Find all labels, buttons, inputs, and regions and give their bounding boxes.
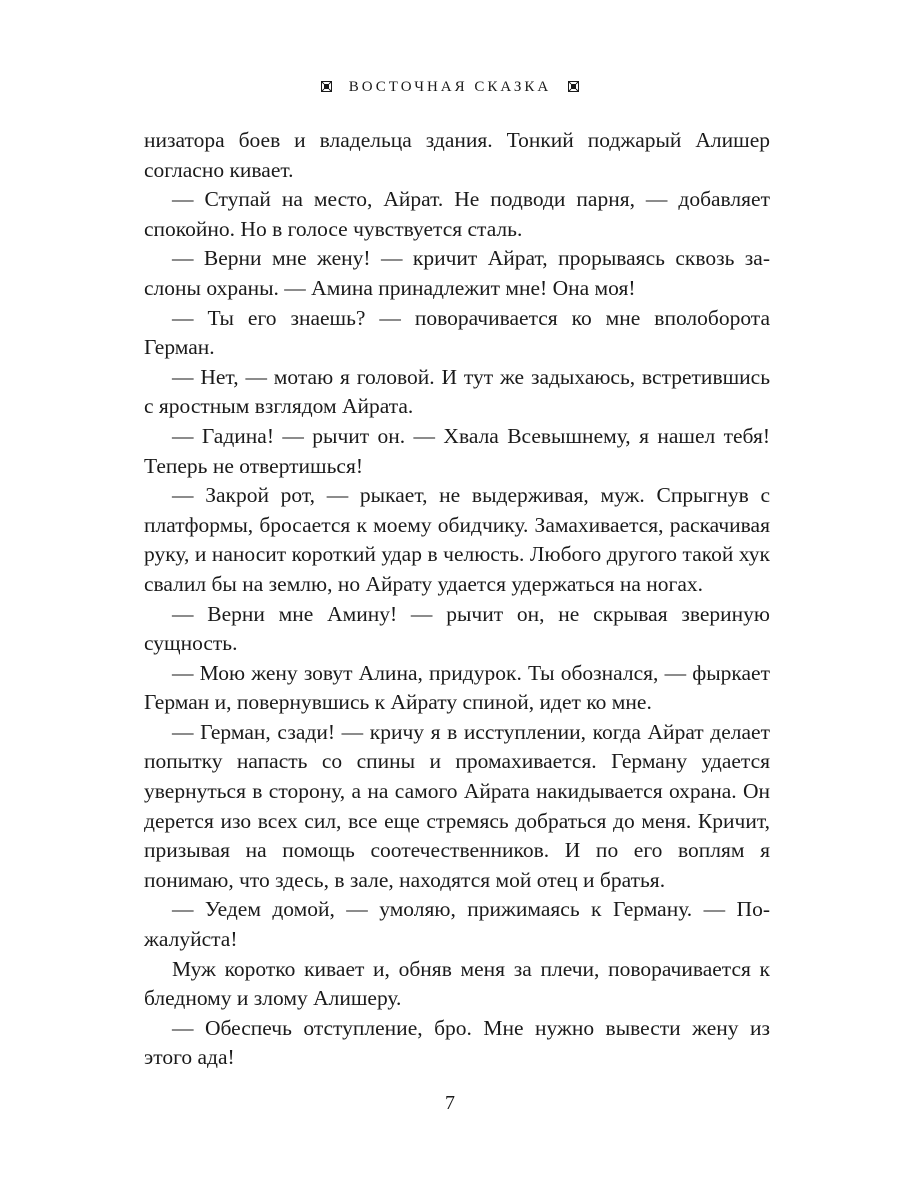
page-number: 7 [445,1092,455,1114]
paragraph: Муж коротко кивает и, обняв меня за плечи, поворачивается к бледному и злому Алишеру. [144,956,770,1011]
paragraph: — Мою жену зовут Алина, придурок. Ты обознался, — фыркает Герман и, повернувшись к Айрату спиной, идет ко мне. [144,660,770,715]
book-title: ВОСТОЧНАЯ СКАЗКА [348,78,552,95]
ornament-icon [321,81,332,92]
ornament-icon [568,81,579,92]
paragraph: — Обеспечь отступление, бро. Мне нужно вывести жену из этого ада! [144,1015,770,1070]
paragraph: — Верни мне Амину! — рычит он, не скрывая звериную сущность. [144,601,770,656]
paragraph: — Нет, — мотаю я головой. И тут же задыхаюсь, встретившись с яростным взглядом Айрата. [144,364,770,419]
paragraph: низатора боев и владельца здания. Тонкий поджарый Алишер согласно кивает. [144,128,770,182]
paragraph: — Верни мне жену! — кричит Айрат, прорываясь сквозь заслоны охраны. — Амина принадлежит мне! Она моя! [144,246,770,300]
body-text [144,126,770,1073]
paragraph: — Герман, сзади! — кричу я в исступлении, когда Айрат делает попытку напасть со спины и промахивается. Герману удается увернуться в сторону, а на самого Айрата накидывается охрана. Он дерется изо всех сил, все еще стремясь добраться до меня. Кричит, призывая на помощь соотечественников. И по его воплям я понимаю, что здесь, в зале, находятся мой отец и братья. [144,719,770,892]
paragraph: — Ступай на место, Айрат. Не подводи парня, — добавляет спокойно. Но в голосе чувствуется сталь. [144,187,770,241]
paragraph: — Ты его знаешь? — поворачивается ко мне вполоборота Герман. [144,305,770,360]
running-head [0,76,900,97]
paragraph: — Уедем домой, — умоляю, прижимаясь к Герману. — Пожалуйста! [144,897,770,952]
paragraph: — Гадина! — рычит он. — Хвала Всевышнему, я нашел тебя! Теперь не отвертишься! [144,423,770,478]
paragraph: — Закрой рот, — рыкает, не выдерживая, муж. Спрыгнув с платформы, бросается к моему обидчику. Замахивается, раскачивая руку, и наносит короткий удар в челюсть. Любого другого такой хук свалил бы на землю, но Айрату удается удержаться на ногах. [144,483,770,596]
